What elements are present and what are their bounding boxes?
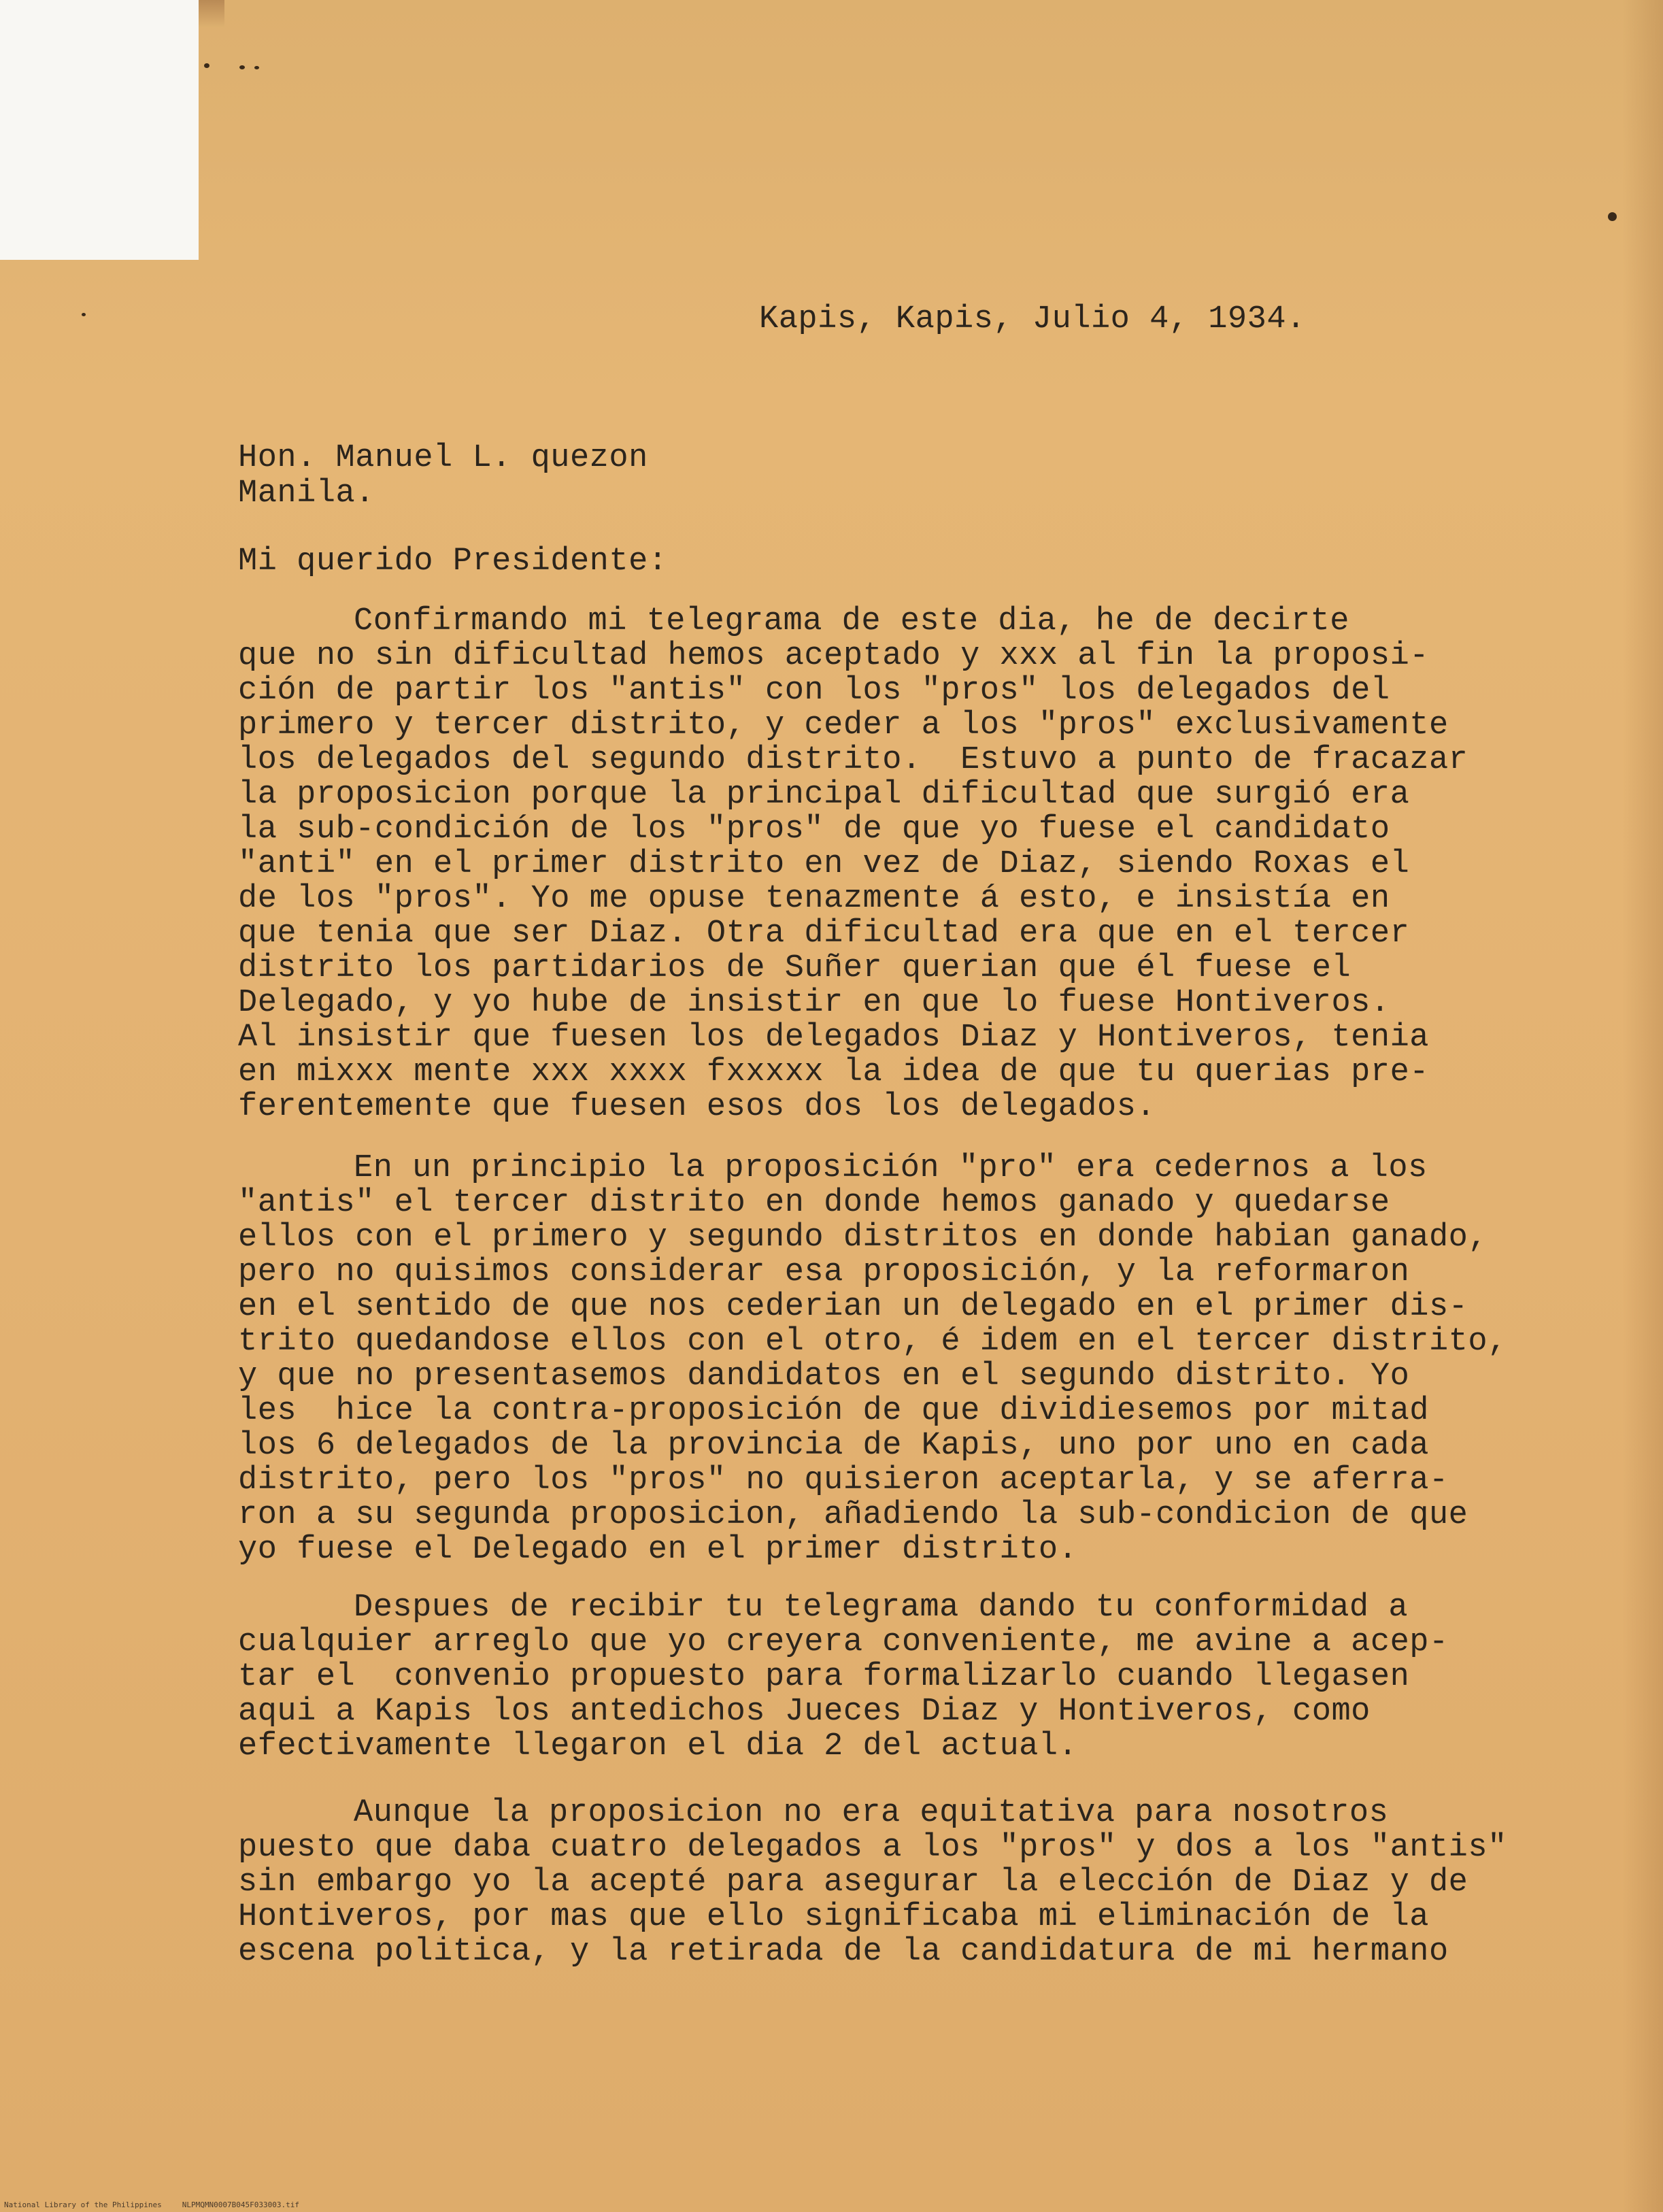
paragraph-line: ellos con el primero y segundo distritos en donde habian ganado, (238, 1220, 1488, 1255)
scan-file-code: NLPMQMN0007B045F033003.tif (182, 2200, 299, 2209)
paragraph-1 (238, 604, 1564, 1124)
paragraph-3 (238, 1590, 1564, 1764)
paragraph-line: En un principio la proposición "pro" era cedernos a los (354, 1151, 1428, 1186)
salutation: Mi querido Presidente: (238, 543, 668, 580)
paragraph-line: de los "pros". Yo me opuse tenazmente á esto, e insistía en (238, 882, 1390, 916)
paragraph-line: los delegados del segundo distrito. Estuvo a punto de fracazar (238, 743, 1468, 777)
paragraph-line: Delegado, y yo hube de insistir en que lo fuese Hontiveros. (238, 986, 1390, 1020)
paragraph-line: ron a su segunda proposicion, añadiendo la sub-condicion de que (238, 1498, 1468, 1532)
paragraph-line: Aunque la proposicion no era equitativa para nosotros (354, 1796, 1389, 1830)
recipient-city: Manila. (238, 475, 375, 512)
paragraph-line: Al insistir que fuesen los delegados Diaz y Hontiveros, tenia (238, 1020, 1429, 1055)
paragraph-4 (238, 1796, 1564, 1969)
paragraph-line: que tenia que ser Diaz. Otra dificultad era que en el tercer (238, 916, 1410, 951)
paragraph-line: Confirmando mi telegrama de este dia, he de decirte (354, 604, 1349, 639)
paragraph-line: cualquier arreglo que yo creyera conveniente, me avine a acep- (238, 1625, 1449, 1660)
paragraph-line: aqui a Kapis los antedichos Jueces Diaz y Hontiveros, como (238, 1694, 1371, 1729)
paragraph-line: "antis" el tercer distrito en donde hemos ganado y quedarse (238, 1186, 1390, 1220)
paragraph-line: yo fuese el Delegado en el primer distrito. (238, 1532, 1078, 1567)
paragraph-line: y que no presentasemos dandidatos en el segundo distrito. Yo (238, 1359, 1410, 1394)
paragraph-line: efectivamente llegaron el dia 2 del actual. (238, 1729, 1078, 1764)
paragraph-line: escena politica, y la retirada de la candidatura de mi hermano (238, 1934, 1449, 1969)
paragraph-line: Hontiveros, por mas que ello significaba mi eliminación de la (238, 1900, 1429, 1934)
paragraph-line: pero no quisimos considerar esa proposición, y la reformaron (238, 1255, 1410, 1290)
paragraph-line: "anti" en el primer distrito en vez de Diaz, siendo Roxas el (238, 847, 1410, 882)
paragraph-line: en mixxx mente xxx xxxx fxxxxx la idea de que tu querias pre- (238, 1055, 1429, 1090)
paragraph-line: los 6 delegados de la provincia de Kapis, uno por uno en cada (238, 1428, 1429, 1463)
paragraph-line: les hice la contra-proposición de que dividiesemos por mitad (238, 1394, 1429, 1428)
library-credit: National Library of the Philippines (4, 2200, 162, 2209)
paragraph-line: Despues de recibir tu telegrama dando tu conformidad a (354, 1590, 1409, 1625)
paragraph-line: en el sentido de que nos cederian un delegado en el primer dis- (238, 1290, 1468, 1324)
paragraph-line: ción de partir los "antis" con los "pros" los delegados del (238, 673, 1390, 708)
paragraph-line: distrito los partidarios de Suñer querian que él fuese el (238, 951, 1351, 986)
paragraph-line: ferentemente que fuesen esos dos los delegados. (238, 1090, 1156, 1124)
scan-footer (4, 2200, 299, 2209)
dateline: Kapis, Kapis, Julio 4, 1934. (759, 301, 1306, 337)
paragraph-line: la sub-condición de los "pros" de que yo fuese el candidato (238, 812, 1390, 847)
paragraph-line: que no sin dificultad hemos aceptado y xxx al fin la proposi- (238, 639, 1429, 673)
paragraph-line: sin embargo yo la acepté para asegurar la elección de Diaz y de (238, 1865, 1468, 1900)
paragraph-line: primero y tercer distrito, y ceder a los "pros" exclusivamente (238, 708, 1449, 743)
paragraph-line: trito quedandose ellos con el otro, é idem en el tercer distrito, (238, 1324, 1507, 1359)
recipient-name: Hon. Manuel L. quezon (238, 440, 648, 476)
paragraph-line: puesto que daba cuatro delegados a los "pros" y dos a los "antis" (238, 1830, 1507, 1865)
paragraph-line: la proposicion porque la principal dificultad que surgió era (238, 777, 1410, 812)
paragraph-2 (238, 1151, 1564, 1567)
paragraph-line: distrito, pero los "pros" no quisieron aceptarla, y se aferra- (238, 1463, 1449, 1498)
paragraph-line: tar el convenio propuesto para formalizarlo cuando llegasen (238, 1660, 1410, 1694)
